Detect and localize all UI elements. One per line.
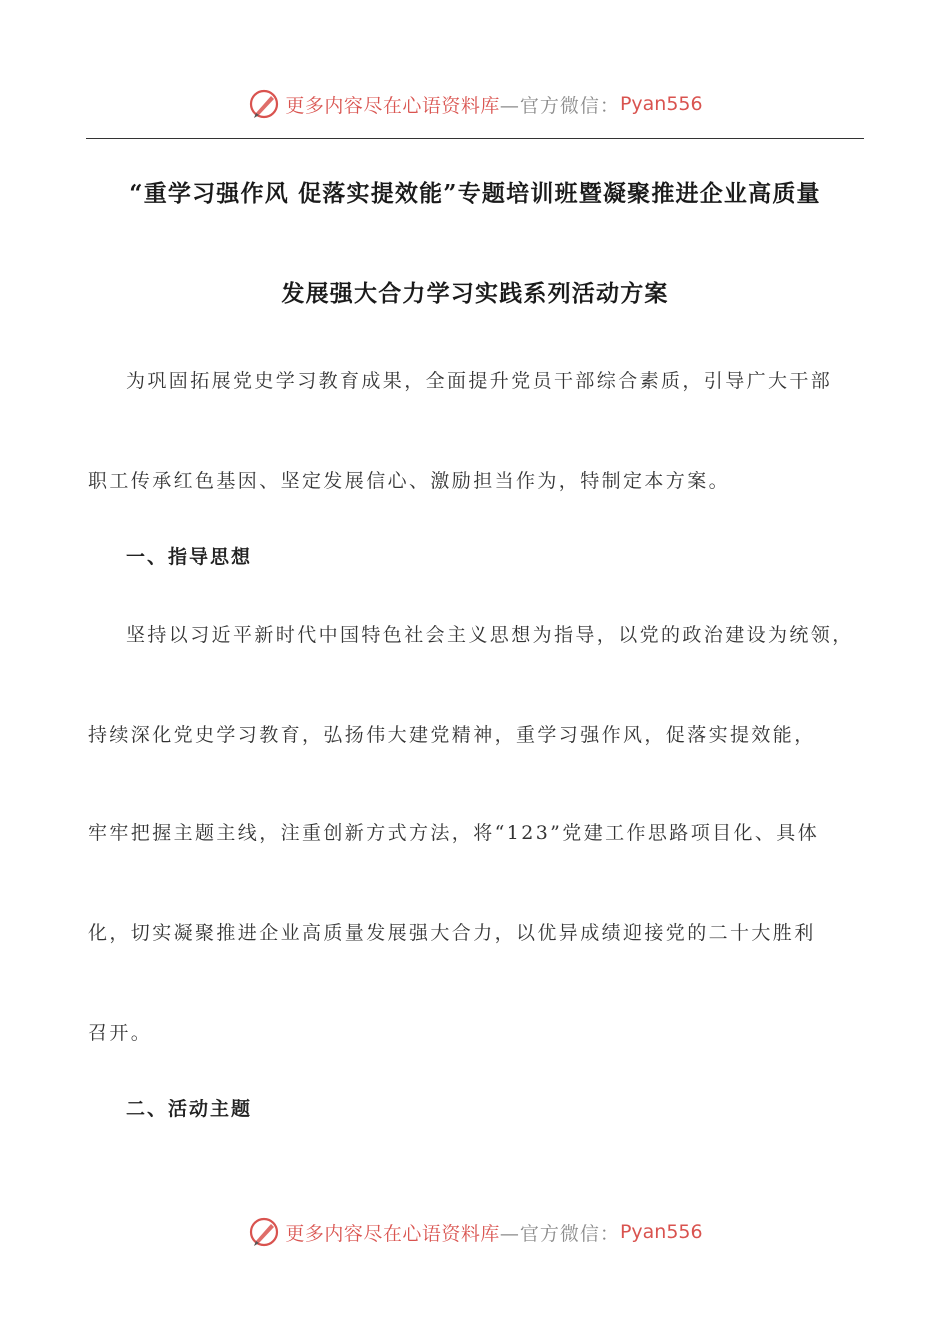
intro-line-2: 职工传承红色基因、坚定发展信心、激励担当作为，特制定本方案。 <box>88 470 731 492</box>
banner-separator-text: —官方微信： <box>499 94 620 117</box>
header-divider <box>86 138 864 139</box>
document-title-line-2: 发展强大合力学习实践系列活动方案 <box>281 280 669 307</box>
banner-wechat-id: Pyan556 <box>619 1221 703 1243</box>
section-heading-guiding-ideology: 一、指导思想 <box>126 546 253 568</box>
intro-line-1: 为巩固拓展党史学习教育成果，全面提升党员干部综合素质，引导广大干部 <box>126 370 833 392</box>
banner-wechat-id: Pyan556 <box>619 93 703 115</box>
banner-separator-text: —官方微信： <box>499 1222 620 1245</box>
section1-line-2: 持续深化党史学习教育，弘扬伟大建党精神，重学习强作风，促落实提效能， <box>88 724 816 746</box>
section1-line-4: 化，切实凝聚推进企业高质量发展强大合力，以优异成绩迎接党的二十大胜利 <box>88 922 816 944</box>
section1-line-3: 牢牢把握主题主线，注重创新方式方法，将“123”党建工作思路项目化、具体 <box>88 822 820 844</box>
document-title-line-1: “重学习强作风 促落实提效能”专题培训班暨凝聚推进企业高质量 <box>129 180 821 207</box>
section-heading-activity-theme: 二、活动主题 <box>126 1098 253 1120</box>
banner-main-text: 更多内容尽在心语资料库 <box>285 94 500 117</box>
pen-in-circle-logo-icon <box>247 87 281 121</box>
pen-in-circle-logo-icon <box>247 1215 281 1249</box>
footer-banner <box>0 1212 950 1252</box>
banner-main-text: 更多内容尽在心语资料库 <box>285 1222 500 1245</box>
section1-line-1: 坚持以习近平新时代中国特色社会主义思想为指导，以党的政治建设为统领， <box>126 624 854 646</box>
header-banner <box>0 84 950 124</box>
section1-line-5: 召开。 <box>88 1022 153 1044</box>
